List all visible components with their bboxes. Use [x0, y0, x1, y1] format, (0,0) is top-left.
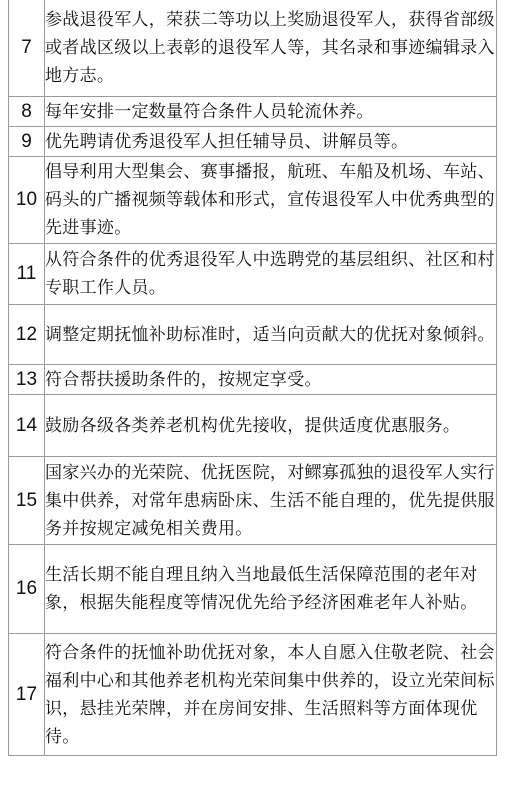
table-row	[9, 545, 497, 634]
table-row	[9, 97, 497, 127]
row-text: 生活长期不能自理且纳入当地最低生活保障范围的老年对象，根据失能程度等情况优先给予经济困难老年人补贴。	[45, 545, 497, 634]
table-row	[9, 127, 497, 157]
row-number: 15	[9, 457, 45, 545]
row-number: 7	[9, 0, 45, 97]
row-number: 16	[9, 545, 45, 634]
row-text: 调整定期抚恤补助标准时，适当向贡献大的优抚对象倾斜。	[45, 305, 497, 365]
table-row	[9, 0, 497, 97]
table-row	[9, 157, 497, 244]
policy-table	[8, 0, 497, 756]
row-number: 10	[9, 157, 45, 244]
row-text: 符合条件的抚恤补助优抚对象，本人自愿入住敬老院、社会福利中心和其他养老机构光荣间集中供养的，设立光荣间标识，悬挂光荣牌，并在房间安排、生活照料等方面体现优待。	[45, 634, 497, 756]
row-number: 13	[9, 365, 45, 395]
row-text: 鼓励各级各类养老机构优先接收，提供适度优惠服务。	[45, 395, 497, 457]
table-row	[9, 305, 497, 365]
table-row	[9, 634, 497, 756]
row-number: 8	[9, 97, 45, 127]
row-text: 每年安排一定数量符合条件人员轮流休养。	[45, 97, 497, 127]
row-text: 国家兴办的光荣院、优抚医院，对鳏寡孤独的退役军人实行集中供养，对常年患病卧床、生活不能自理的，优先提供服务并按规定减免相关费用。	[45, 457, 497, 545]
row-text: 倡导利用大型集会、赛事播报，航班、车船及机场、车站、码头的广播视频等载体和形式，宣传退役军人中优秀典型的先进事迹。	[45, 157, 497, 244]
row-text: 优先聘请优秀退役军人担任辅导员、讲解员等。	[45, 127, 497, 157]
row-text: 参战退役军人，荣获二等功以上奖励退役军人，获得省部级或者战区级以上表彰的退役军人等，其名录和事迹编辑录入地方志。	[45, 0, 497, 97]
row-number: 14	[9, 395, 45, 457]
row-number: 12	[9, 305, 45, 365]
row-number: 17	[9, 634, 45, 756]
row-number: 9	[9, 127, 45, 157]
table-row	[9, 395, 497, 457]
row-text: 符合帮扶援助条件的，按规定享受。	[45, 365, 497, 395]
table-row	[9, 244, 497, 305]
table-row	[9, 457, 497, 545]
row-text: 从符合条件的优秀退役军人中选聘党的基层组织、社区和村专职工作人员。	[45, 244, 497, 305]
table-row	[9, 365, 497, 395]
row-number: 11	[9, 244, 45, 305]
